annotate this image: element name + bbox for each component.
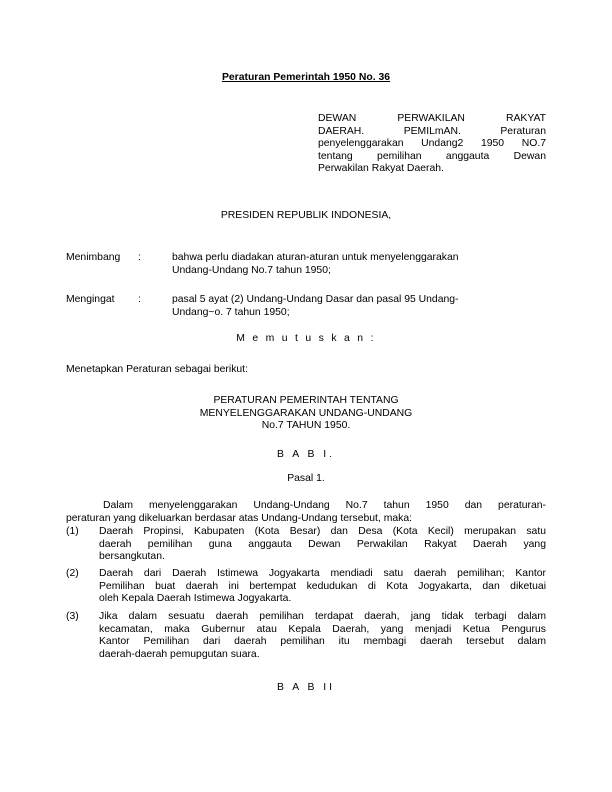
summary-line: penyelenggarakan Undang2 1950 NO.7 bbox=[318, 138, 546, 149]
mengingat-line: pasal 5 ayat (2) Undang-Undang Dasar dan pasal 95 Undang- bbox=[172, 294, 459, 305]
document-title: Peraturan Pemerintah 1950 No. 36 bbox=[221, 72, 391, 83]
item-number: (3) bbox=[66, 611, 79, 622]
president-heading: PRESIDEN REPUBLIK INDONESIA, bbox=[220, 210, 392, 221]
item-text bbox=[99, 611, 546, 661]
item-text bbox=[99, 568, 546, 606]
item-line: Jika dalam sesuatu daerah pemilihan terdapat daerah, jang tidak terbagi dalam bbox=[99, 611, 546, 622]
intro-line: Dalam menyelenggarakan Undang-Undang No.7 tahun 1950 dan peraturan- bbox=[103, 500, 546, 511]
item-line: Pemilihan buat daerah ini bertempat kedudukan di Kota Jogyakarta, dan diketuai bbox=[99, 580, 546, 592]
menimbang-colon: : bbox=[138, 252, 141, 263]
summary-line: tentang pemilihan anggauta Dewan bbox=[318, 150, 546, 162]
chapter-heading: B A B I. bbox=[276, 449, 336, 460]
menimbang-label: Menimbang bbox=[66, 252, 121, 263]
menimbang-line: bahwa perlu diadakan aturan-aturan untuk menyelenggarakan bbox=[172, 252, 459, 263]
chapter-heading: B A B II bbox=[276, 682, 336, 693]
item-line: bersangkutan. bbox=[99, 551, 165, 562]
heading-line: MENYELENGGARAKAN UNDANG-UNDANG bbox=[199, 407, 413, 419]
item-number: (1) bbox=[66, 526, 79, 537]
item-line: kecamatan, maka Gubernur atau Kepala Daerah, yang menjadi Ketua Pengurus bbox=[99, 623, 546, 635]
menimbang-text bbox=[172, 252, 532, 277]
menimbang-line: Undang-Undang No.7 tahun 1950; bbox=[172, 264, 331, 276]
intro-line: peraturan yang dikeluarkan berdasar atas Undang-Undang tersebut, maka: bbox=[66, 512, 412, 524]
item-line: daerah pemilihan guna anggauta Dewan Perwakilan Rakyat Daerah yang bbox=[99, 538, 546, 550]
mengingat-line: Undang~o. 7 tahun 1950; bbox=[172, 306, 290, 318]
regulation-heading bbox=[0, 395, 612, 433]
item-line: oleh Kepala Daerah Istimewa Jogyakarta. bbox=[99, 593, 292, 604]
heading-line: PERATURAN PEMERINTAH TENTANG bbox=[213, 395, 399, 406]
item-line: daerah-daerah pemupgutan suara. bbox=[99, 648, 260, 660]
mengingat-colon: : bbox=[138, 294, 141, 305]
summary-line: Perwakilan Rakyat Daerah. bbox=[318, 163, 444, 174]
menetapkan-text: Menetapkan Peraturan sebagai berikut: bbox=[66, 364, 248, 375]
item-line: Kantor Pemilihan dari daerah pemilihan itu membagi daerah tersebut dalam bbox=[99, 636, 546, 647]
item-text bbox=[99, 526, 546, 564]
heading-line: No.7 TAHUN 1950. bbox=[261, 420, 351, 431]
item-line: Daerah Propinsi, Kabupaten (Kota Besar) dan Desa (Kota Kecil) merupakan satu bbox=[99, 526, 546, 537]
article-heading: Pasal 1. bbox=[287, 473, 325, 484]
mengingat-label: Mengingat bbox=[66, 294, 115, 305]
item-line: Daerah dari Daerah Istimewa Jogyakarta mendiadi satu daerah pemilihan; Kantor bbox=[99, 568, 546, 579]
article-intro bbox=[66, 500, 546, 525]
summary-line: DEWAN PERWAKILAN RAKYAT bbox=[318, 113, 546, 124]
mengingat-text bbox=[172, 294, 532, 319]
item-number: (2) bbox=[66, 568, 79, 579]
regulation-summary bbox=[318, 113, 546, 176]
summary-line: DAERAH. PEMILmAN. Peraturan bbox=[318, 125, 546, 137]
memutuskan-heading: M e m u t u s k a n : bbox=[236, 333, 376, 344]
